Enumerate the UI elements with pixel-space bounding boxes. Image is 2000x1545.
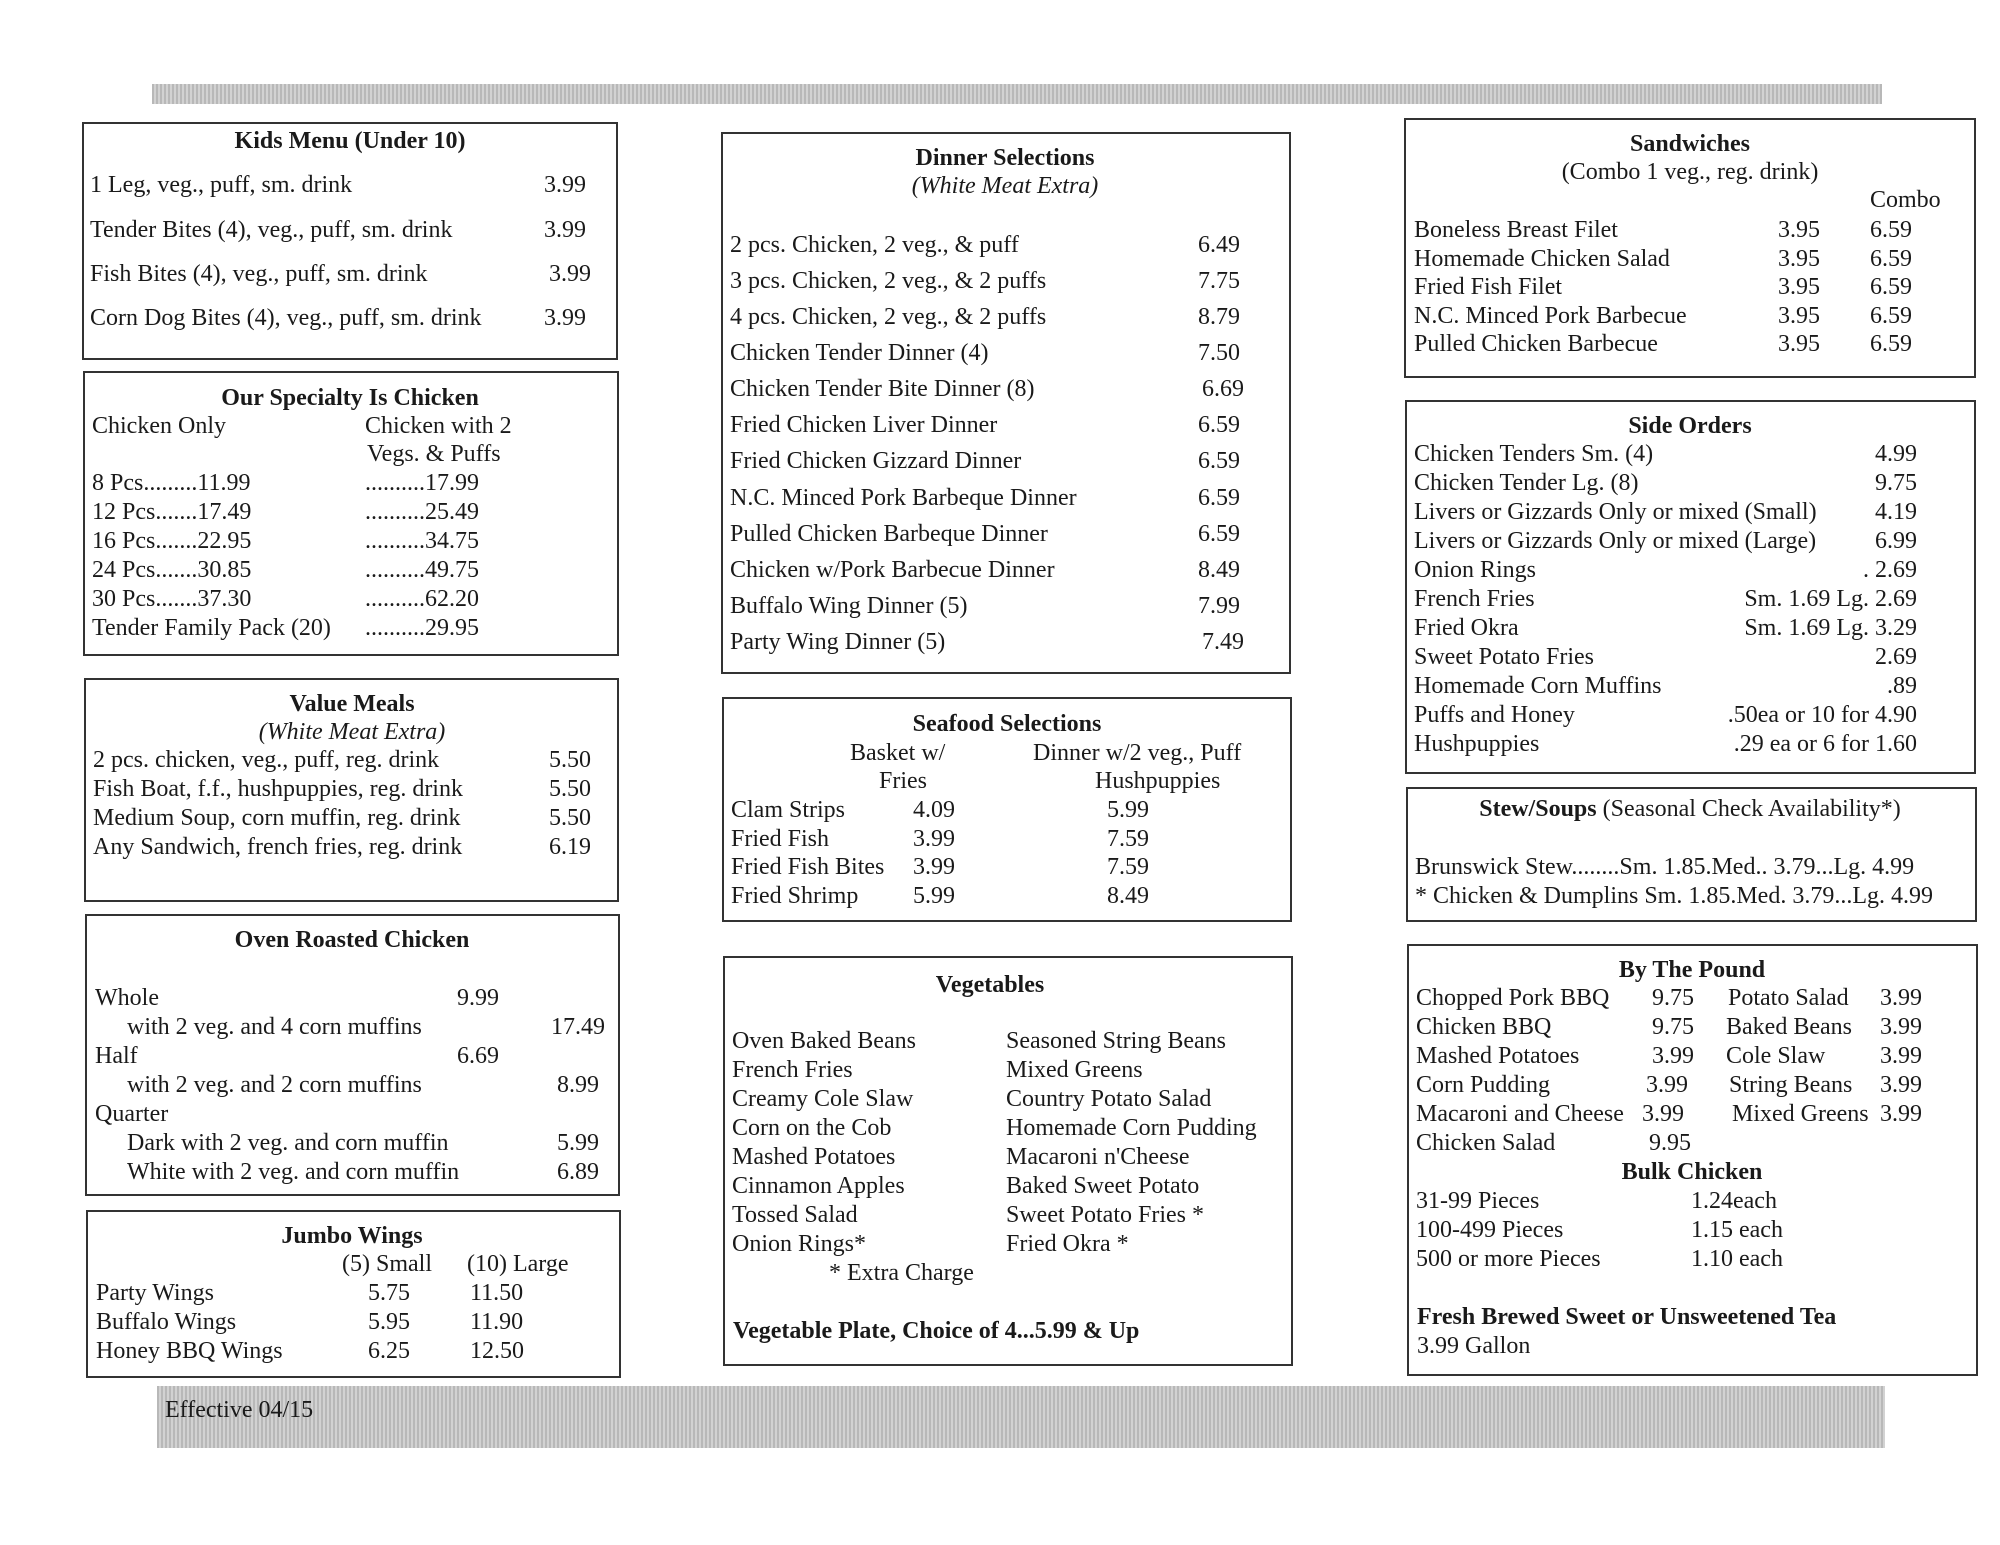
side-orders-title: Side Orders — [1628, 413, 1752, 439]
value-meals-title: Value Meals — [289, 691, 415, 717]
menu-item-name: Fried Shrimp — [731, 883, 859, 909]
stew-soups-title-bold: Stew/Soups — [1479, 796, 1597, 822]
stew-line: * Chicken & Dumplins Sm. 1.85.Med. 3.79...Lg. 4.99 — [1415, 883, 1933, 909]
menu-item-price: 6.89 — [557, 1159, 599, 1185]
menu-item-name: Chopped Pork BBQ — [1416, 985, 1610, 1011]
top-banner — [152, 84, 1882, 104]
vegetable-item: Creamy Cole Slaw — [732, 1086, 914, 1112]
vegetable-item: Sweet Potato Fries * — [1006, 1202, 1204, 1228]
specialty-row-only: 30 Pcs.......37.30 — [92, 586, 252, 612]
menu-item-price: 3.99 — [1880, 1043, 1922, 1069]
menu-item-price: .50ea or 10 for 4.90 — [1727, 702, 1917, 728]
vegetable-item: Seasoned String Beans — [1006, 1028, 1226, 1054]
menu-item-price: 7.59 — [1107, 854, 1149, 880]
menu-item-name: 100-499 Pieces — [1416, 1217, 1564, 1243]
vegetable-item: Baked Sweet Potato — [1006, 1173, 1200, 1199]
menu-item-price: 5.50 — [549, 776, 591, 802]
menu-item-price: 4.19 — [1875, 499, 1917, 525]
menu-item-name: Chicken Tender Bite Dinner (8) — [730, 376, 1035, 402]
menu-item-price: . 2.69 — [1863, 557, 1917, 583]
footer-banner — [157, 1386, 1885, 1448]
menu-item-name: Fish Boat, f.f., hushpuppies, reg. drink — [93, 776, 463, 802]
seafood-title: Seafood Selections — [912, 711, 1102, 737]
menu-item-combo-price: 6.59 — [1870, 303, 1912, 329]
menu-item-name: Quarter — [95, 1101, 169, 1127]
menu-item-price: 8.79 — [1198, 304, 1240, 330]
menu-item-name: N.C. Minced Pork Barbecue — [1414, 303, 1687, 329]
menu-item-price: 5.50 — [549, 805, 591, 831]
column-header: Vegs. & Puffs — [367, 441, 501, 467]
menu-item-name: 1 Leg, veg., puff, sm. drink — [90, 172, 353, 198]
stew-soups-title — [1479, 797, 1901, 821]
column-header: Hushpuppies — [1095, 768, 1221, 794]
menu-item-name: Fried Fish Filet — [1414, 274, 1563, 300]
menu-item-name: Mashed Potatoes — [1416, 1043, 1580, 1069]
menu-item-name: Mixed Greens — [1732, 1101, 1869, 1127]
menu-item-price: 6.59 — [1198, 521, 1240, 547]
stew-line: Brunswick Stew........Sm. 1.85.Med.. 3.79...Lg. 4.99 — [1415, 854, 1915, 880]
menu-item-price: 3.99 — [1646, 1072, 1688, 1098]
menu-item-name: Homemade Corn Muffins — [1414, 673, 1662, 699]
menu-item-name: Pulled Chicken Barbecue — [1414, 331, 1658, 357]
specialty-row-with: ..........29.95 — [365, 615, 479, 641]
menu-item-name: Honey BBQ Wings — [96, 1338, 283, 1364]
menu-item-name: Cole Slaw — [1726, 1043, 1826, 1069]
menu-item-price: 5.99 — [557, 1130, 599, 1156]
menu-item-price: 5.99 — [913, 883, 955, 909]
menu-item-name: Fried Fish Bites — [731, 854, 885, 880]
menu-item-name: String Beans — [1729, 1072, 1853, 1098]
effective-date: Effective 04/15 — [165, 1397, 314, 1423]
dinner-subtitle: (White Meat Extra) — [911, 173, 1099, 199]
menu-item-name: 2 pcs. chicken, veg., puff, reg. drink — [93, 747, 440, 773]
menu-item-name: 31-99 Pieces — [1416, 1188, 1540, 1214]
menu-item-price: 3.99 — [1642, 1101, 1684, 1127]
vegetable-plate: Vegetable Plate, Choice of 4...5.99 & Up — [733, 1318, 1140, 1344]
menu-item-name: N.C. Minced Pork Barbeque Dinner — [730, 485, 1077, 511]
menu-item-name: Livers or Gizzards Only or mixed (Large) — [1414, 528, 1817, 554]
vegetable-item: Homemade Corn Pudding — [1006, 1115, 1257, 1141]
vegetable-item: French Fries — [732, 1057, 853, 1083]
menu-item-name: Homemade Chicken Salad — [1414, 246, 1670, 272]
menu-item-name: Corn Dog Bites (4), veg., puff, sm. drink — [90, 305, 482, 331]
menu-item-price: 6.19 — [549, 834, 591, 860]
menu-item-price: 1.10 each — [1691, 1246, 1783, 1272]
menu-item-combo-price: 6.59 — [1870, 274, 1912, 300]
menu-item-name: Sweet Potato Fries — [1414, 644, 1594, 670]
menu-item-name: 4 pcs. Chicken, 2 veg., & 2 puffs — [730, 304, 1047, 330]
vegetable-item: Country Potato Salad — [1006, 1086, 1212, 1112]
menu-item-price: 7.59 — [1107, 826, 1149, 852]
menu-item-price: 3.99 — [1652, 1043, 1694, 1069]
menu-item-price: 9.75 — [1875, 470, 1917, 496]
menu-item-name: Fried Fish — [731, 826, 830, 852]
menu-item-price: 6.25 — [368, 1338, 410, 1364]
specialty-row-with: ..........17.99 — [365, 470, 479, 496]
specialty-row-with: ..........49.75 — [365, 557, 479, 583]
menu-item-price: 3.99 — [544, 305, 586, 331]
vegetable-item: Corn on the Cob — [732, 1115, 892, 1141]
menu-item-price: 5.50 — [549, 747, 591, 773]
menu-item-name: 2 pcs. Chicken, 2 veg., & puff — [730, 232, 1019, 258]
menu-item-price: 3.99 — [549, 261, 591, 287]
vegetable-item: Cinnamon Apples — [732, 1173, 905, 1199]
menu-item-name: Whole — [95, 985, 159, 1011]
menu-item-name: Any Sandwich, french fries, reg. drink — [93, 834, 463, 860]
specialty-row-only: Tender Family Pack (20) — [92, 615, 331, 641]
specialty-row-only: 24 Pcs.......30.85 — [92, 557, 252, 583]
menu-item-name: Fried Chicken Liver Dinner — [730, 412, 998, 438]
menu-item-name: Buffalo Wings — [96, 1309, 237, 1335]
menu-item-price: 3.95 — [1778, 303, 1820, 329]
vegetable-item: Mixed Greens — [1006, 1057, 1143, 1083]
menu-item-price: 8.99 — [557, 1072, 599, 1098]
menu-item-name: French Fries — [1414, 586, 1535, 612]
vegetable-item: Fried Okra * — [1006, 1231, 1129, 1257]
jumbo-wings-title: Jumbo Wings — [281, 1223, 423, 1249]
menu-item-price: 3.99 — [1880, 1072, 1922, 1098]
dinner-title: Dinner Selections — [915, 145, 1095, 171]
menu-item-name: Corn Pudding — [1416, 1072, 1551, 1098]
specialty-row-only: 16 Pcs.......22.95 — [92, 528, 252, 554]
specialty-row-with: ..........62.20 — [365, 586, 479, 612]
menu-item-name: Party Wing Dinner (5) — [730, 629, 946, 655]
menu-item-combo-price: 6.59 — [1870, 246, 1912, 272]
menu-item-price: 5.95 — [368, 1309, 410, 1335]
menu-item-price: 11.50 — [470, 1280, 524, 1306]
menu-item-price: .29 ea or 6 for 1.60 — [1733, 731, 1917, 757]
menu-item-price: 3.99 — [544, 217, 586, 243]
menu-item-name: Fish Bites (4), veg., puff, sm. drink — [90, 261, 428, 287]
menu-item-name: Macaroni and Cheese — [1416, 1101, 1624, 1127]
menu-item-name: Chicken Tenders Sm. (4) — [1414, 441, 1654, 467]
menu-item-price: 3.95 — [1778, 246, 1820, 272]
specialty-row-with: ..........25.49 — [365, 499, 479, 525]
menu-item-price: 7.75 — [1198, 268, 1240, 294]
menu-item-name: 3 pcs. Chicken, 2 veg., & 2 puffs — [730, 268, 1047, 294]
menu-item-price: 8.49 — [1198, 557, 1240, 583]
sandwiches-subtitle: (Combo 1 veg., reg. drink) — [1561, 159, 1819, 185]
menu-item-price: 7.99 — [1198, 593, 1240, 619]
menu-item-price: 9.95 — [1649, 1130, 1691, 1156]
menu-item-name: Half — [95, 1043, 138, 1069]
column-header: (10) Large — [467, 1251, 569, 1277]
vegetable-item: Onion Rings* — [732, 1231, 867, 1257]
column-header: Dinner w/2 veg., Puff — [1033, 740, 1242, 766]
extra-charge-note: * Extra Charge — [829, 1260, 974, 1286]
menu-item-price: 7.49 — [1202, 629, 1244, 655]
column-header: Chicken Only — [92, 413, 226, 439]
menu-item-price: 4.99 — [1875, 441, 1917, 467]
oven-roasted-title: Oven Roasted Chicken — [234, 927, 470, 953]
specialty-row-only: 12 Pcs.......17.49 — [92, 499, 252, 525]
specialty-title: Our Specialty Is Chicken — [221, 385, 479, 411]
menu-item-name: Pulled Chicken Barbeque Dinner — [730, 521, 1048, 547]
menu-item-price: 5.75 — [368, 1280, 410, 1306]
menu-item-price: 9.99 — [457, 985, 499, 1011]
menu-item-price: Sm. 1.69 Lg. 2.69 — [1744, 586, 1917, 612]
menu-item-name: White with 2 veg. and corn muffin — [127, 1159, 460, 1185]
menu-item-name: Party Wings — [96, 1280, 214, 1306]
menu-item-price: 1.15 each — [1691, 1217, 1783, 1243]
menu-item-combo-price: 6.59 — [1870, 331, 1912, 357]
vegetables-title: Vegetables — [935, 972, 1045, 998]
menu-item-name: Buffalo Wing Dinner (5) — [730, 593, 968, 619]
sandwiches-title: Sandwiches — [1629, 131, 1751, 157]
column-header: (5) Small — [342, 1251, 432, 1277]
menu-item-name: Fried Chicken Gizzard Dinner — [730, 448, 1022, 474]
menu-item-price: 4.09 — [913, 797, 955, 823]
menu-item-price: 6.49 — [1198, 232, 1240, 258]
menu-item-name: with 2 veg. and 4 corn muffins — [127, 1014, 422, 1040]
menu-item-name: Livers or Gizzards Only or mixed (Small) — [1414, 499, 1817, 525]
menu-item-price: 6.69 — [1202, 376, 1244, 402]
column-header: Combo — [1870, 187, 1941, 213]
tea-price: 3.99 Gallon — [1417, 1333, 1531, 1359]
menu-item-price: 6.59 — [1198, 412, 1240, 438]
menu-item-price: 3.99 — [913, 826, 955, 852]
menu-item-name: Chicken w/Pork Barbecue Dinner — [730, 557, 1055, 583]
value-meals-subtitle: (White Meat Extra) — [258, 719, 446, 745]
kids-menu-title: Kids Menu (Under 10) — [234, 128, 466, 154]
menu-item-name: Dark with 2 veg. and corn muffin — [127, 1130, 449, 1156]
specialty-row-with: ..........34.75 — [365, 528, 479, 554]
column-header: Fries — [879, 768, 927, 794]
menu-item-name: Fried Okra — [1414, 615, 1519, 641]
vegetable-item: Oven Baked Beans — [732, 1028, 916, 1054]
menu-item-price: 3.95 — [1778, 217, 1820, 243]
menu-item-name: Baked Beans — [1726, 1014, 1852, 1040]
menu-item-name: Potato Salad — [1728, 985, 1849, 1011]
column-header: Chicken with 2 — [365, 413, 512, 439]
menu-item-price: 11.90 — [470, 1309, 524, 1335]
menu-item-price: 17.49 — [551, 1014, 605, 1040]
by-the-pound-title: By The Pound — [1618, 957, 1766, 983]
menu-item-price: 1.24each — [1691, 1188, 1777, 1214]
menu-item-price: 9.75 — [1652, 1014, 1694, 1040]
stew-soups-title-note: (Seasonal Check Availability*) — [1596, 796, 1901, 822]
menu-item-price: 6.99 — [1875, 528, 1917, 554]
menu-item-name: Boneless Breast Filet — [1414, 217, 1618, 243]
menu-item-price: 6.59 — [1198, 448, 1240, 474]
menu-item-price: 3.99 — [1880, 985, 1922, 1011]
vegetable-item: Mashed Potatoes — [732, 1144, 896, 1170]
menu-item-name: Clam Strips — [731, 797, 846, 823]
column-header: Basket w/ — [850, 740, 946, 766]
menu-item-name: Chicken Tender Dinner (4) — [730, 340, 989, 366]
menu-item-price: 3.99 — [913, 854, 955, 880]
menu-item-price: 6.69 — [457, 1043, 499, 1069]
menu-item-price: 2.69 — [1875, 644, 1917, 670]
menu-item-name: Hushpuppies — [1414, 731, 1540, 757]
menu-item-price: 3.99 — [1880, 1014, 1922, 1040]
menu-item-price: 3.95 — [1778, 331, 1820, 357]
menu-item-price: Sm. 1.69 Lg. 3.29 — [1744, 615, 1917, 641]
bulk-chicken-title: Bulk Chicken — [1621, 1159, 1763, 1185]
menu-item-name: Puffs and Honey — [1414, 702, 1575, 728]
menu-item-name: with 2 veg. and 2 corn muffins — [127, 1072, 422, 1098]
menu-item-name: Onion Rings — [1414, 557, 1537, 583]
menu-item-price: 8.49 — [1107, 883, 1149, 909]
tea-title: Fresh Brewed Sweet or Unsweetened Tea — [1417, 1304, 1837, 1330]
menu-item-name: Chicken BBQ — [1416, 1014, 1552, 1040]
menu-item-price: 3.99 — [1880, 1101, 1922, 1127]
menu-item-name: 500 or more Pieces — [1416, 1246, 1601, 1272]
menu-item-name: Chicken Tender Lg. (8) — [1414, 470, 1639, 496]
vegetable-item: Tossed Salad — [732, 1202, 858, 1228]
vegetable-item: Macaroni n'Cheese — [1006, 1144, 1190, 1170]
menu-item-combo-price: 6.59 — [1870, 217, 1912, 243]
menu-item-price: 5.99 — [1107, 797, 1149, 823]
specialty-row-only: 8 Pcs.........11.99 — [92, 470, 251, 496]
menu-item-name: Chicken Salad — [1416, 1130, 1556, 1156]
menu-item-price: 3.95 — [1778, 274, 1820, 300]
menu-item-price: 3.99 — [544, 172, 586, 198]
menu-item-price: .89 — [1887, 673, 1917, 699]
menu-item-price: 6.59 — [1198, 485, 1240, 511]
menu-item-price: 7.50 — [1198, 340, 1240, 366]
menu-item-name: Tender Bites (4), veg., puff, sm. drink — [90, 217, 453, 243]
menu-item-price: 12.50 — [470, 1338, 524, 1364]
menu-item-price: 9.75 — [1652, 985, 1694, 1011]
menu-item-name: Medium Soup, corn muffin, reg. drink — [93, 805, 461, 831]
